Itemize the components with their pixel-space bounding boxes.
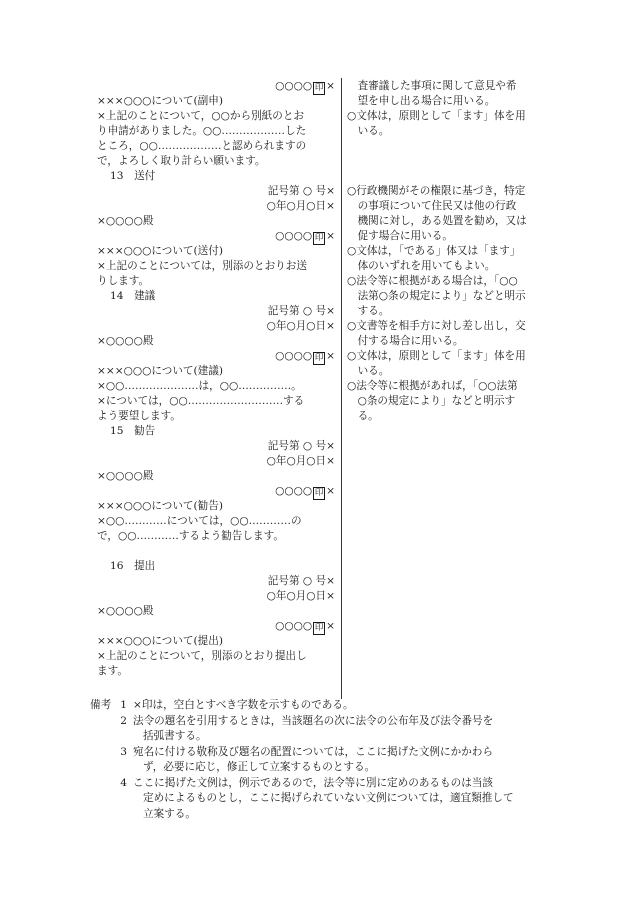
addressee: ×○○○○殿 — [97, 605, 154, 617]
notes-label-spacer — [90, 776, 113, 792]
remark-line: ○文書等を相手方に対し差し出し，交 — [347, 320, 526, 332]
note-number: 1 — [120, 699, 127, 711]
notes-label-spacer — [90, 745, 113, 761]
note-continuation — [90, 807, 560, 823]
note-item — [90, 745, 560, 761]
subject-line: ×××○○○について(提出) — [97, 635, 223, 647]
remark-line: 査審議した事項に関して意見や希 — [347, 80, 517, 92]
seal-stamp: 印 — [314, 623, 324, 633]
remark-line: 体のいずれを用いてもよい。 — [347, 260, 496, 272]
sender-name: ○○○○ — [275, 350, 313, 362]
sender-name: ○○○○ — [275, 230, 313, 242]
body-line: ます。 — [97, 665, 128, 677]
note-item — [90, 776, 560, 792]
document-number: 記号第 ○ 号× — [267, 440, 335, 452]
subject-line: ×××○○○について(送付) — [97, 245, 223, 257]
note-item — [90, 714, 560, 730]
note-text: 定めによるものとし，ここに掲げられていない文例については，適宜類推して — [143, 792, 514, 804]
body-line: ×○○…………については，○○…………の — [97, 515, 302, 527]
notes-section — [90, 698, 560, 822]
note-continuation — [90, 729, 560, 745]
note-text: 立案する。 — [143, 807, 196, 820]
remark-line: ○法令等に根拠がある場合は，「○○ — [347, 275, 518, 287]
body-line: ×○○…………………は，○○……………。 — [97, 380, 302, 392]
sender-name: ○○○○ — [275, 620, 313, 632]
document-date: ○年○月○日× — [266, 455, 335, 467]
body-line: りします。 — [97, 275, 150, 287]
notes-label-spacer — [90, 714, 113, 730]
remark-line: 促す場合に用いる。 — [347, 230, 453, 242]
remark-line: いる。 — [347, 125, 390, 137]
note-continuation — [90, 760, 560, 776]
body-line: ×上記のことについては，別添のとおりお送 — [97, 260, 307, 272]
remark-line: る。 — [347, 410, 379, 422]
body-line: で，よろしく取り計らい願います。 — [97, 155, 266, 167]
sender-line: ○○○○ 印 × — [275, 620, 335, 633]
remark-line: ○法令等に根拠があれば，「○○法第 — [347, 380, 518, 392]
body-line: よう要望します。 — [97, 410, 181, 422]
sender-name: ○○○○ — [275, 80, 313, 92]
body-line: ×上記のことについて，○○から別紙のとお — [97, 110, 305, 122]
column-divider — [341, 78, 342, 699]
note-text: 法令の題名を引用するときは，当該題名の次に法令の公布年及び法令番号を — [133, 714, 494, 727]
body-line: で，○○…………するよう勧告します。 — [97, 530, 284, 542]
note-continuation — [90, 791, 560, 807]
sender-line: ○○○○ 印 × — [275, 80, 335, 93]
remark-line: ○条の規定により」などと明示す — [347, 395, 516, 407]
body-line: ×については，○○………………………する — [97, 395, 305, 407]
note-text: ここに掲げた文例は，例示であるので，法令等に別に定めのあるものは当該 — [133, 776, 493, 789]
remark-line: いる。 — [347, 365, 390, 377]
subject-line: ×××○○○について(副申) — [97, 95, 223, 107]
note-text: ×印は，空白とすべき字数を示すものである。 — [133, 699, 354, 711]
body-line: ところ，○○………………と認められますの — [97, 140, 307, 152]
seal-stamp: 印 — [314, 83, 324, 93]
addressee: ×○○○○殿 — [97, 470, 154, 482]
remark-line: 付する場合に用いる。 — [347, 335, 464, 347]
document-number: 記号第 ○ 号× — [267, 305, 335, 317]
remark-line: ○行政機関がその権限に基づき，特定 — [347, 185, 526, 197]
seal-stamp: 印 — [314, 353, 324, 363]
left-column — [97, 79, 335, 679]
spacer — [347, 139, 552, 169]
remark-line: ○文体は，原則として「ます」体を用 — [347, 350, 526, 362]
subject-line: ×××○○○について(建議) — [97, 365, 223, 377]
remark-line: 望を申し出る場合に用いる。 — [347, 95, 496, 107]
note-number: 3 — [120, 745, 127, 758]
document-number: 記号第 ○ 号× — [267, 185, 335, 197]
remark-line: 法第○条の規定により」などと明示 — [347, 290, 526, 302]
document-number: 記号第 ○ 号× — [267, 575, 335, 587]
note-item — [90, 698, 560, 714]
remark-line: ○文体は，「である」体又は「ます」 — [347, 245, 521, 257]
document-date: ○年○月○日× — [266, 320, 335, 332]
seal-stamp: 印 — [314, 233, 324, 243]
right-column-remarks — [347, 79, 552, 424]
note-number: 4 — [120, 776, 127, 789]
sender-line: ○○○○ 印 × — [275, 485, 335, 498]
body-line: ×上記のことについて，別添のとおり提出し — [97, 650, 307, 662]
seal-stamp: 印 — [314, 488, 324, 498]
spacer — [97, 544, 335, 559]
sender-name: ○○○○ — [275, 485, 313, 497]
section-heading: 14 建議 — [110, 290, 156, 302]
document-date: ○年○月○日× — [266, 200, 335, 212]
section-heading: 16 提出 — [110, 560, 156, 572]
note-text: ず，必要に応じ，修正して立案するものとする。 — [143, 761, 376, 773]
document-date: ○年○月○日× — [266, 590, 335, 602]
note-text: 宛名に付ける敬称及び題名の配置については，ここに掲げた文例にかかわら — [133, 745, 493, 758]
subject-line: ×××○○○について(勧告) — [97, 500, 223, 512]
spacer — [347, 169, 552, 184]
remark-line: の事項について住民又は他の行政 — [347, 200, 517, 212]
section-heading: 13 送付 — [110, 170, 156, 182]
note-number: 2 — [120, 714, 127, 727]
body-line: り申請がありました。○○………………した — [97, 125, 307, 137]
remark-line: する。 — [347, 305, 390, 317]
remark-line: ○文体は，原則として「ます」体を用 — [347, 110, 526, 122]
section-heading: 15 勧告 — [110, 425, 156, 437]
remark-line: 機関に対し，ある処置を勧め，又は — [347, 215, 527, 227]
sender-line: ○○○○ 印 × — [275, 350, 335, 363]
note-text: 括弧書する。 — [143, 730, 207, 742]
addressee: ×○○○○殿 — [97, 335, 154, 347]
addressee: ×○○○○殿 — [97, 215, 154, 227]
sender-line: ○○○○ 印 × — [275, 230, 335, 243]
notes-label: 備考 — [90, 699, 112, 711]
